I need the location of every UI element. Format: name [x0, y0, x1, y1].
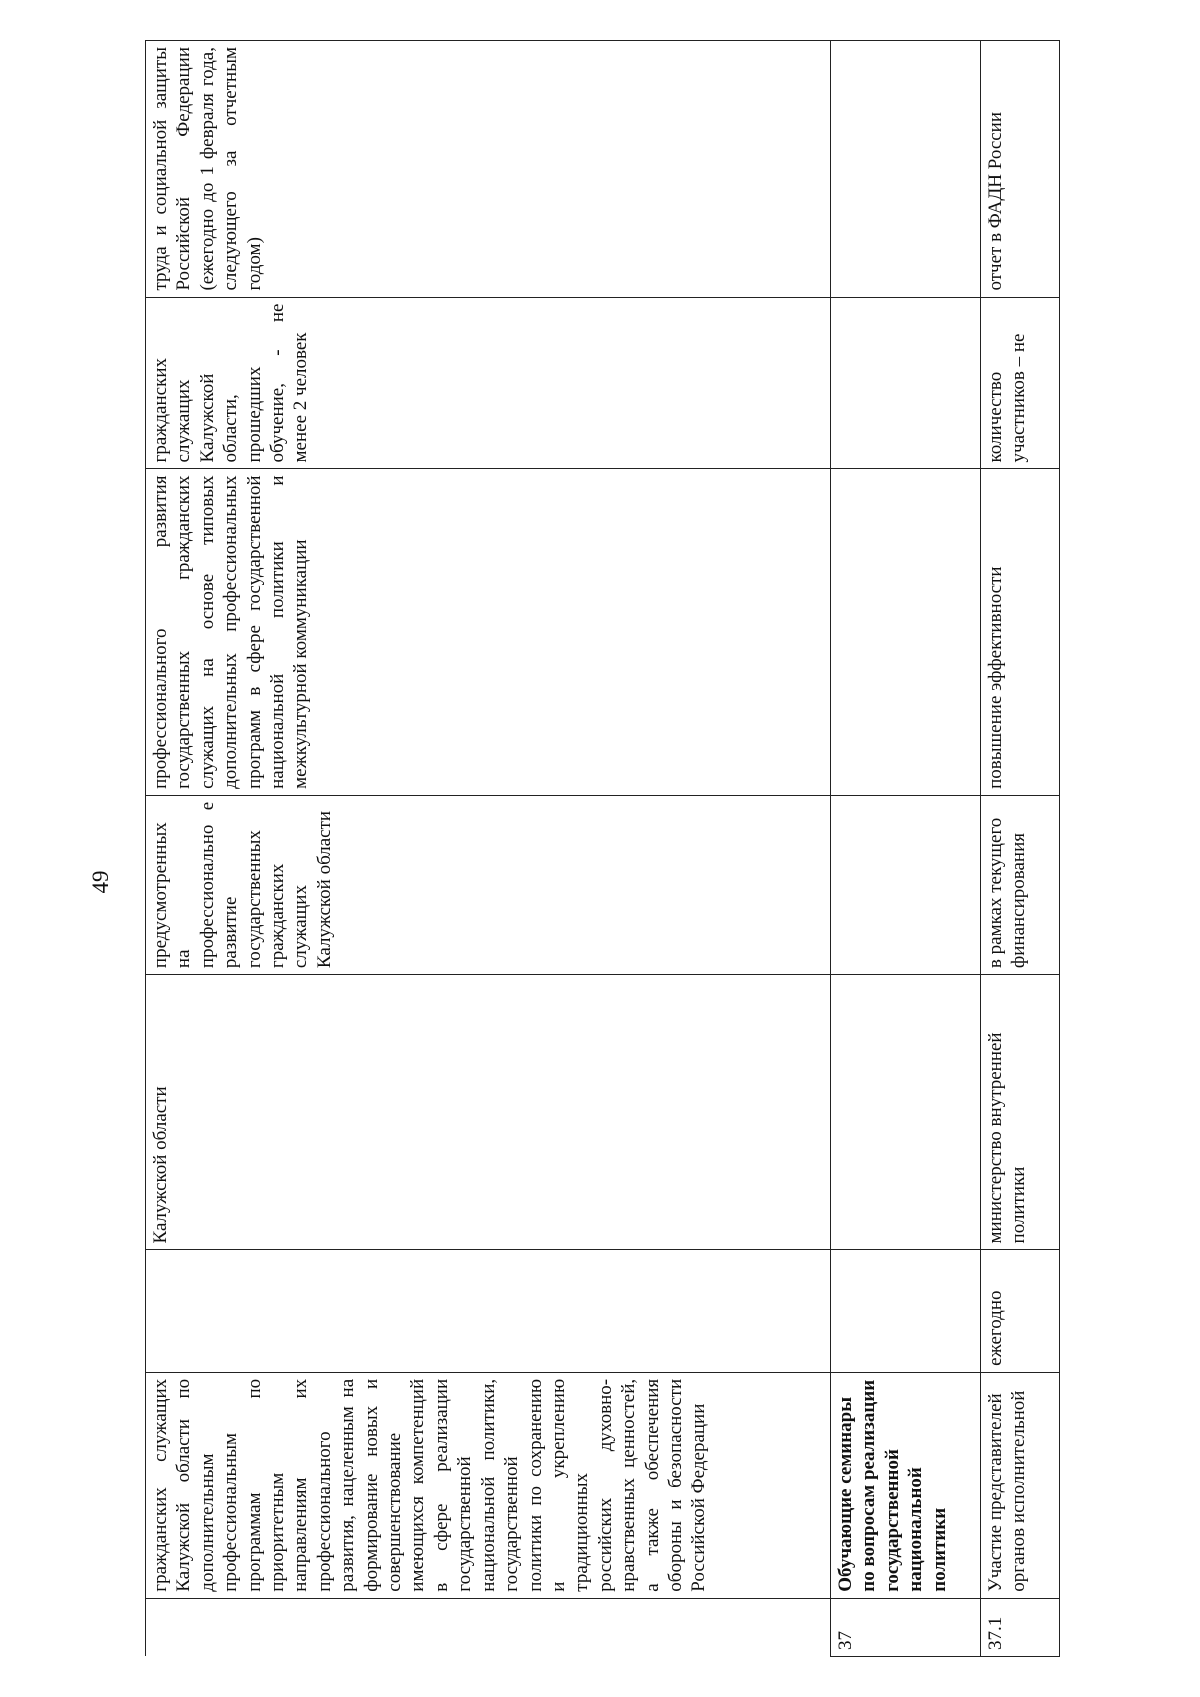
- cell-executor: [831, 975, 981, 1250]
- cell-task: повышение эффективности: [981, 469, 1060, 795]
- cell-term: [831, 1250, 981, 1372]
- cell-event-name: Обучающие семинары по вопросам реализации государственной национальной политики: [831, 1372, 981, 1598]
- cell-indicator: [831, 297, 981, 469]
- cell-num: 37: [831, 1598, 981, 1656]
- cell-executor: министерство внутренней политики: [981, 975, 1060, 1250]
- cell-report: отчет в ФАДН России: [981, 41, 1060, 298]
- cell-funding: в рамках текущего финансирования: [981, 795, 1060, 974]
- cell-task: [831, 469, 981, 795]
- cell-funding: [831, 795, 981, 974]
- cell-event-name: Участие представителей органов исполнительной: [981, 1372, 1060, 1598]
- cell-num: [146, 1598, 831, 1656]
- cell-term: [146, 1250, 831, 1372]
- cell-event-name: гражданских служащих Калужской области по дополнительным профессиональным программам по приоритетным направлениям их профессионального развития, нацеленным на формирование новых и совершенствование имеющихся компетенций в сфере реализации государственной национальной политики, государственной политики по сохранению и укреплению традиционных российских духовно-нравственных ценностей, а также обеспечения обороны и безопасности Российской Федерации: [146, 1372, 831, 1598]
- page-number: 49: [88, 870, 113, 894]
- cell-report: [831, 41, 981, 298]
- cell-report: труда и социальной защиты Российской Федерации (ежегодно до 1 февраля года, следующего за отчетным годом): [146, 41, 831, 298]
- cell-num: 37.1: [981, 1598, 1060, 1656]
- cell-funding: предусмотренных на профессионально е развитие государственных гражданских служащих Калужской области: [146, 795, 831, 974]
- cell-term: ежегодно: [981, 1250, 1060, 1372]
- table-row: [146, 41, 831, 1657]
- cell-executor: Калужской области: [146, 975, 831, 1250]
- table-row: [831, 41, 981, 1657]
- cell-indicator: количество участников – не: [981, 297, 1060, 469]
- cell-indicator: гражданских служащих Калужской области, прошедших обучение, - не менее 2 человек: [146, 297, 831, 469]
- cell-task: профессионального развития государственных гражданских служащих на основе типовых дополнительных профессиональных программ в сфере государственной национальной политики и межкультурной коммуникации: [146, 469, 831, 795]
- plan-table: [145, 40, 1060, 1657]
- rotated-table-frame: [145, 40, 1059, 1657]
- table-row: [981, 41, 1060, 1657]
